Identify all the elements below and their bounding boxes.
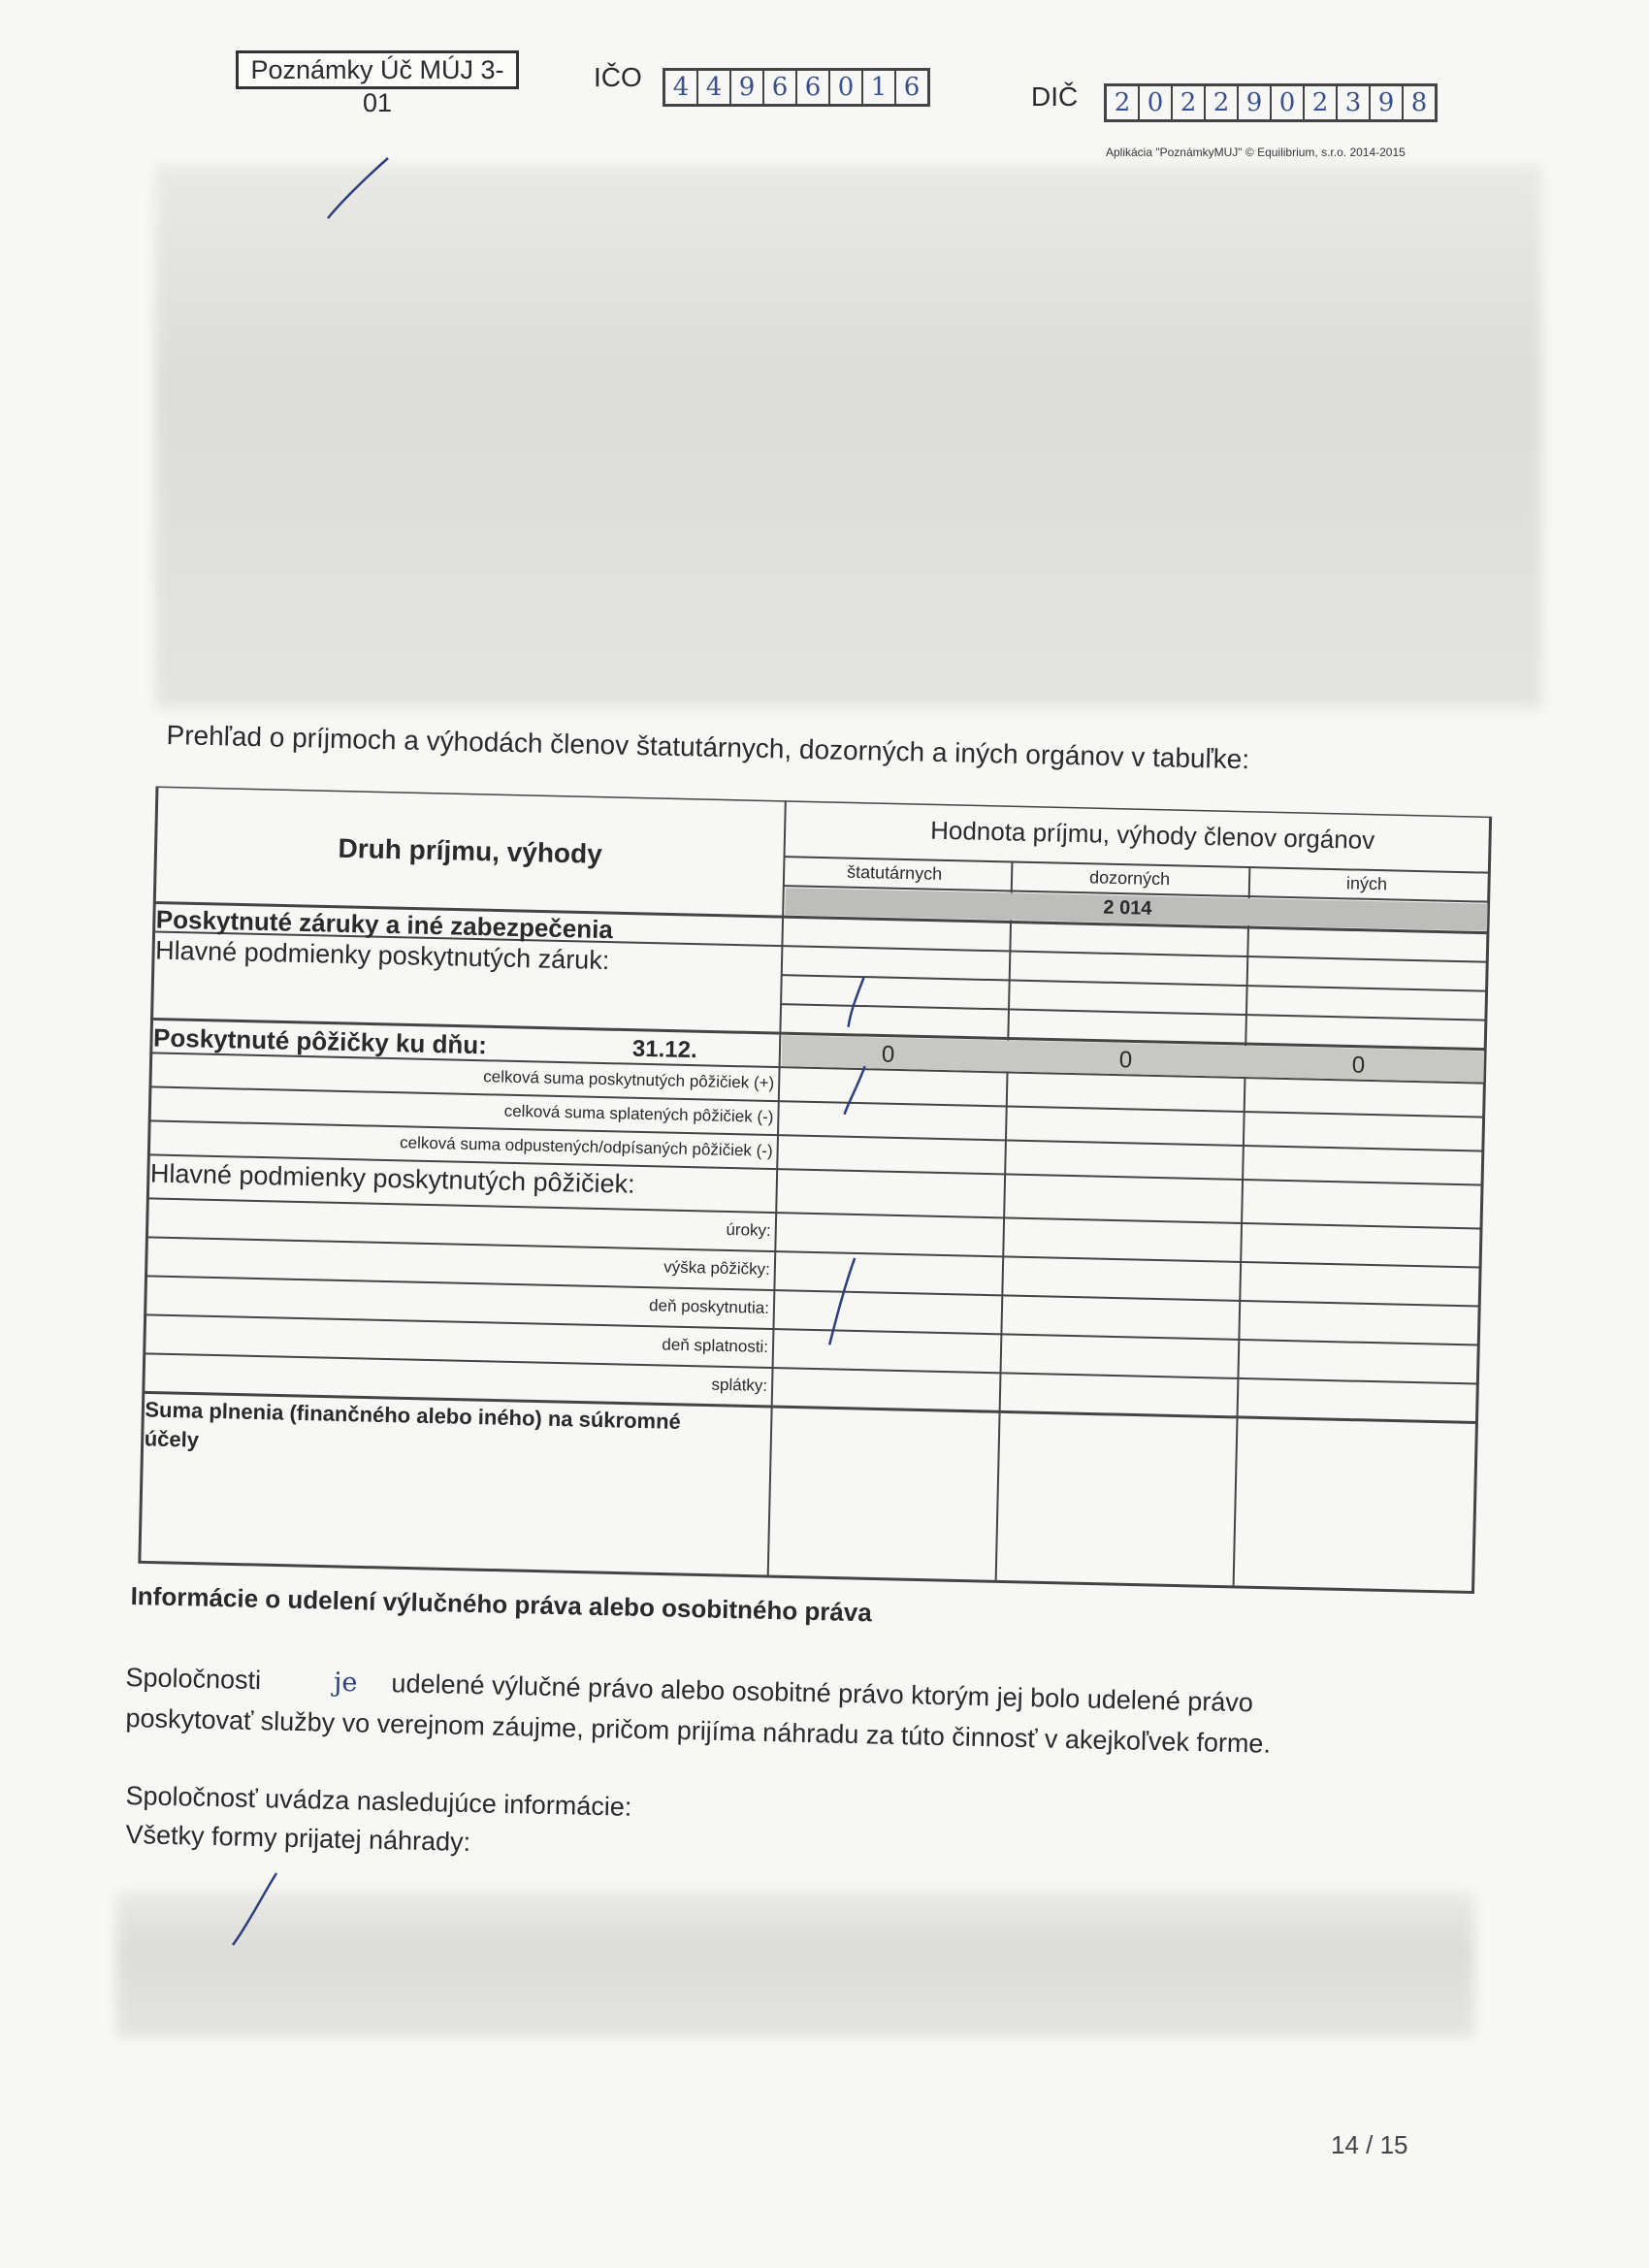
paragraph-compensation-forms: Všetky formy prijatej náhrady: xyxy=(125,1819,471,1858)
dic-digit: 9 xyxy=(1371,86,1404,119)
sub-col-statutory: štatutárnych xyxy=(846,861,943,884)
ico-label: IČO xyxy=(594,62,642,92)
app-credit: Aplikácia "PoznámkyMUJ" © Equilibrium, s.r.o. 2014-2015 xyxy=(1106,146,1406,159)
paragraph-info-intro: Spoločnosť uvádza nasledujúce informácie: xyxy=(125,1780,632,1822)
redacted-area-top xyxy=(155,165,1542,708)
ico-digit: 6 xyxy=(797,71,830,104)
compensation-table xyxy=(117,786,1512,1612)
dic-digit: 2 xyxy=(1305,86,1338,119)
loan-value-supervisory: 0 xyxy=(1118,1047,1133,1074)
loan-term-amount: výška pôžičky: xyxy=(663,1257,771,1279)
ico-digit-boxes xyxy=(663,68,930,107)
row-private-use-cont: účely xyxy=(144,1426,200,1452)
ico-digit: 9 xyxy=(731,71,764,104)
dic-digit: 0 xyxy=(1140,86,1173,119)
dic-digit-boxes xyxy=(1104,83,1438,122)
col-head-right: Hodnota príjmu, výhody členov orgánov xyxy=(929,815,1375,855)
loan-term-installments: splátky: xyxy=(711,1375,768,1395)
dic-digit: 2 xyxy=(1206,86,1239,119)
row-loan-terms: Hlavné podmienky poskytnutých pôžičiek: xyxy=(149,1158,635,1199)
pen-slash-mark xyxy=(320,150,398,228)
year-label: 2 014 xyxy=(1103,896,1152,920)
loan-value-other: 0 xyxy=(1351,1052,1366,1079)
loan-row-forgiven: celková suma odpustených/odpísaných pôžičiek (-) xyxy=(399,1133,773,1160)
dic-digit: 0 xyxy=(1272,86,1305,119)
loan-date: 31.12. xyxy=(631,1035,698,1064)
row-private-use: Suma plnenia (finančného alebo iného) na súkromné xyxy=(145,1397,682,1434)
dic-label: DIČ xyxy=(1031,81,1079,112)
para1-company: Spoločnosti xyxy=(125,1662,262,1696)
table-pen-marks xyxy=(829,976,867,1345)
sub-col-supervisory: dozorných xyxy=(1088,867,1171,890)
row-guarantees: Poskytnuté záruky a iné zabezpečenia xyxy=(155,904,614,945)
section-title: Informácie o udelení výlučného práva alebo osobitného práva xyxy=(130,1581,873,1628)
dic-digit: 8 xyxy=(1410,88,1428,117)
para1-handwritten-je: je xyxy=(333,1667,358,1699)
paragraph-exclusive-right-line2: poskytovať služby vo verejnom záujme, pričom prijíma náhradu za túto činnosť v akejkoľvek forme. xyxy=(125,1702,1272,1759)
loan-term-issue-date: deň poskytnutia: xyxy=(648,1296,770,1317)
para1-rest: udelené výlučné právo alebo osobitné právo ktorým jej bolo udelené právo xyxy=(391,1669,1254,1718)
loan-value-statutory: 0 xyxy=(881,1041,895,1068)
dic-digit: 2 xyxy=(1173,86,1206,119)
col-head-left: Druh príjmu, výhody xyxy=(338,832,603,869)
ico-digit: 0 xyxy=(830,71,863,104)
ico-digit: 1 xyxy=(863,71,896,104)
row-loans: Poskytnuté pôžičky ku dňu: xyxy=(152,1022,488,1060)
page-number: 14 / 15 xyxy=(1331,2130,1408,2159)
ico-digit: 6 xyxy=(903,73,921,102)
loan-term-due-date: deň splatnosti: xyxy=(662,1335,769,1356)
loan-term-interest: úroky: xyxy=(726,1219,771,1240)
form-id-box: Poznámky Úč MÚJ 3-01 xyxy=(236,50,519,89)
table-heading: Prehľad o príjmoch a výhodách členov štatutárnych, dozorných a iných orgánov v tabuľke: xyxy=(166,720,1250,775)
row-guarantee-terms: Hlavné podmienky poskytnutých záruk: xyxy=(154,935,610,976)
dic-digit: 3 xyxy=(1338,86,1371,119)
loan-row-provided: celková suma poskytnutých pôžičiek (+) xyxy=(483,1067,775,1093)
ico-digit: 6 xyxy=(764,71,797,104)
loan-row-repaid: celková suma splatených pôžičiek (-) xyxy=(503,1101,774,1127)
sub-col-other: iných xyxy=(1345,873,1388,894)
ico-digit: 4 xyxy=(665,71,698,104)
redacted-area-bottom xyxy=(116,1892,1474,2037)
ico-digit: 4 xyxy=(698,71,731,104)
dic-digit: 9 xyxy=(1239,86,1272,119)
dic-digit: 2 xyxy=(1107,86,1140,119)
pen-slash-mark-bottom xyxy=(223,1867,291,1955)
